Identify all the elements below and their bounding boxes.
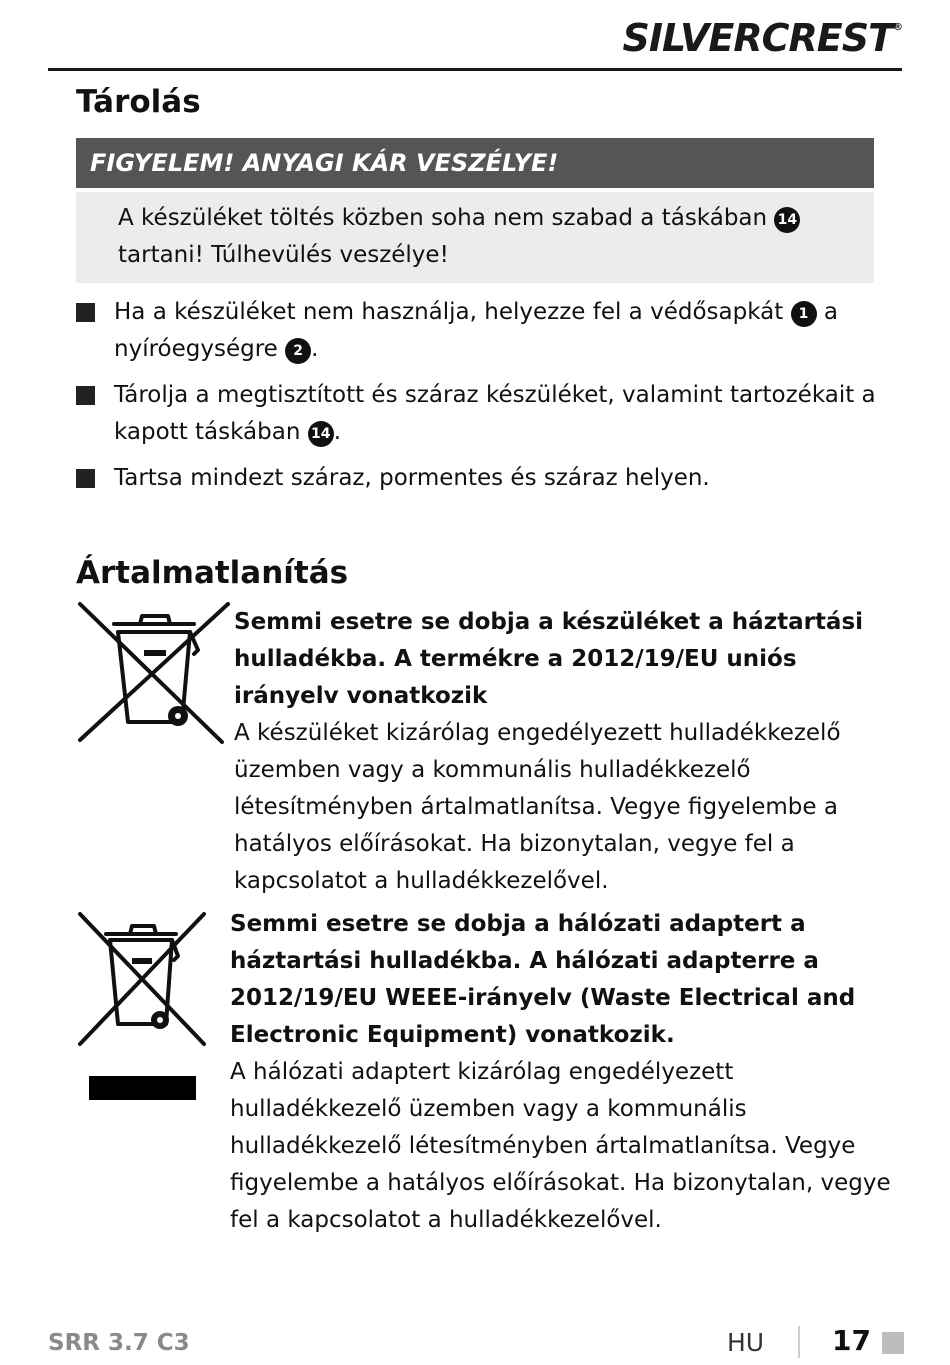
disposal-adapter-text: A hálózati adaptert kizárólag engedélyezett hulladékkezelő üzemben vagy a kommunális hulladékkezelő létesítményben ártalmatlanítsa. Vegye figyelembe a hatályos előírásokat. Ha bizonytalan, vegye fel a kapcsolatot a hulladékkezelővel.: [230, 1059, 891, 1233]
disposal-adapter-section: [230, 906, 900, 1239]
disposal-adapter-bold: Semmi esetre se dobja a hálózati adaptert a háztartási hulladékba. A hálózati adapterre a 2012/19/EU WEEE-irányelv (Waste Electrical and Electronic Equipment) vonatkozik.: [230, 911, 856, 1048]
bullet-square-icon: [76, 303, 95, 322]
reference-number: 14: [308, 421, 334, 447]
weee-black-bar: [89, 1076, 196, 1100]
crossed-out-wheelie-bin-icon: [76, 912, 208, 1048]
storage-heading: Tárolás: [76, 84, 201, 120]
list-item: Ha a készüléket nem használja, helyezze fel a védősapkát 1 a nyíróegységre 2 .: [76, 294, 876, 368]
reference-number: 1: [791, 301, 817, 327]
disposal-heading: Ártalmatlanítás: [76, 555, 349, 591]
warning-title: FIGYELEM! ANYAGI KÁR VESZÉLYE!: [76, 138, 874, 188]
crossed-out-wheelie-bin-icon: [76, 602, 232, 744]
model-number: SRR 3.7 C3: [48, 1330, 190, 1356]
storage-list: [76, 294, 876, 506]
footer-divider: [798, 1326, 800, 1358]
bullet-square-icon: [76, 469, 95, 488]
bullet-square-icon: [76, 386, 95, 405]
list-item: Tárolja a megtisztított és száraz készüléket, valamint tartozékait a kapott táskában 14 .: [76, 377, 876, 451]
reference-number: 2: [285, 338, 311, 364]
warning-body: A készüléket töltés közben soha nem szabad a táskában 14 tartani! Túlhevülés veszélye!: [76, 192, 874, 283]
brand-logo: SILVERCREST®: [622, 16, 902, 60]
page-square-icon: [882, 1332, 904, 1354]
list-item: Tartsa mindezt száraz, pormentes és száraz helyen.: [76, 460, 876, 497]
header-rule: [48, 68, 902, 71]
disposal-device-section: [234, 604, 874, 900]
disposal-device-bold: Semmi esetre se dobja a készüléket a háztartási hulladékba. A termékre a 2012/19/EU uniós irányelv vonatkozik: [234, 609, 864, 709]
language-code: HU: [727, 1328, 765, 1357]
disposal-device-text: A készüléket kizárólag engedélyezett hulladékkezelő üzemben vagy a kommunális hulladékkezelő létesítményben ártalmatlanítsa. Vegye figyelembe a hatályos előírásokat. Ha bizonytalan, vegye fel a kapcsolatot a hulladékkezelővel.: [234, 720, 841, 894]
reference-number: 14: [774, 207, 800, 233]
page-number: 17: [832, 1324, 871, 1357]
